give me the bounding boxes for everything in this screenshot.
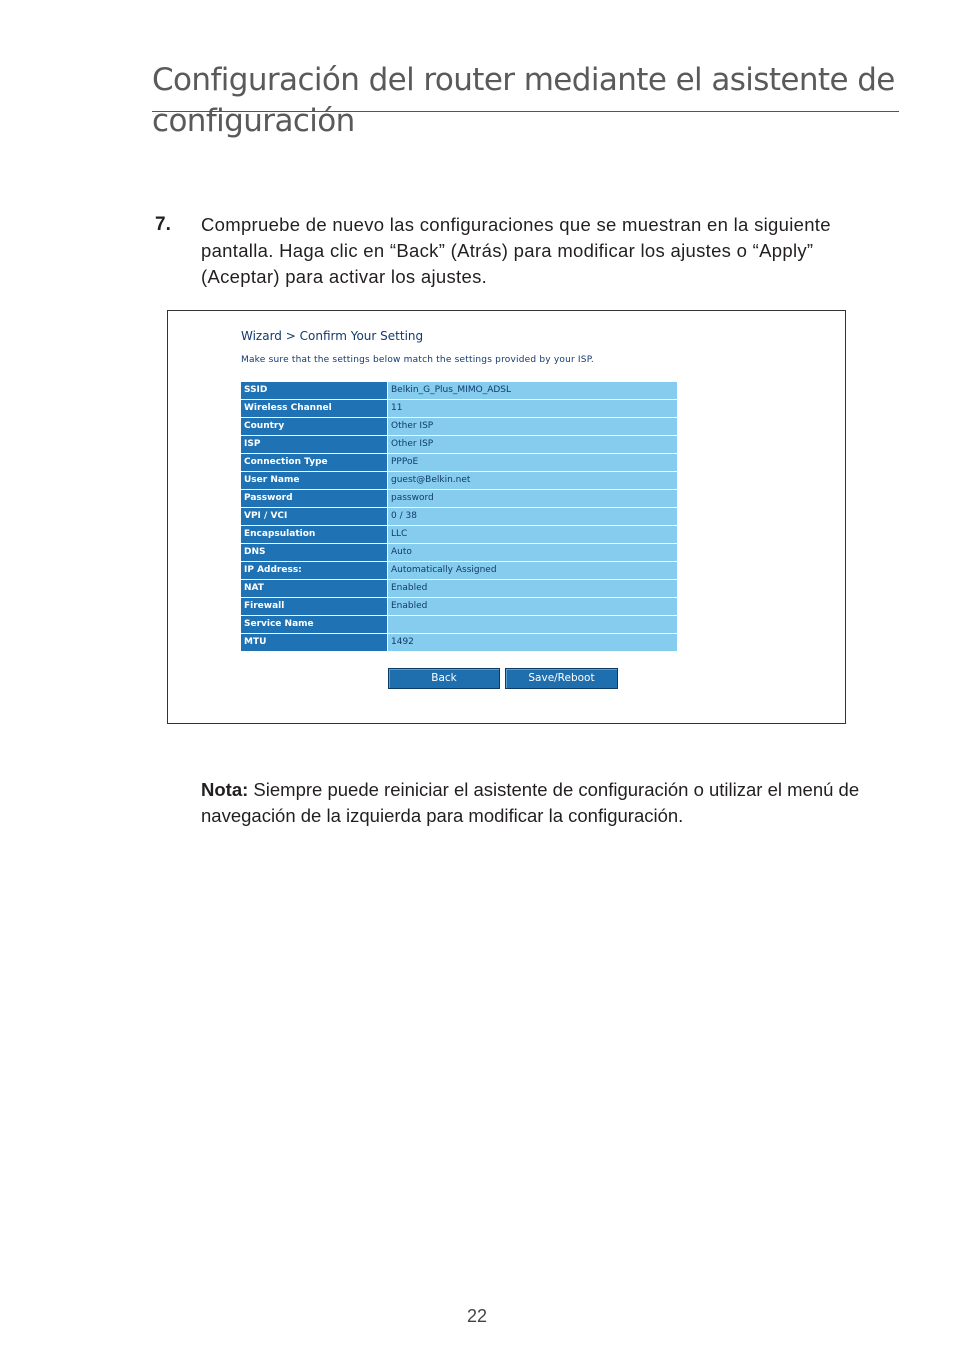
settings-table (241, 382, 677, 652)
setting-value: LLC (388, 526, 678, 544)
setting-value: password (388, 490, 678, 508)
table-row (241, 544, 677, 562)
setting-label: DNS (241, 544, 388, 562)
table-row (241, 616, 677, 634)
table-row (241, 454, 677, 472)
wizard-instruction: Make sure that the settings below match the settings provided by your ISP. (241, 355, 594, 365)
setting-value: Other ISP (388, 418, 678, 436)
table-row (241, 562, 677, 580)
page-number: 22 (466, 1306, 488, 1326)
setting-value: Enabled (388, 580, 678, 598)
table-row (241, 580, 677, 598)
table-row (241, 508, 677, 526)
setting-label: Encapsulation (241, 526, 388, 544)
setting-value: Other ISP (388, 436, 678, 454)
note-label: Nota: (201, 779, 249, 800)
table-row (241, 634, 677, 652)
setting-value: guest@Belkin.net (388, 472, 678, 490)
table-row (241, 418, 677, 436)
setting-label: Password (241, 490, 388, 508)
setting-value: Auto (388, 544, 678, 562)
setting-value: 0 / 38 (388, 508, 678, 526)
wizard-heading: Wizard > Confirm Your Setting (241, 329, 424, 343)
setting-label: SSID (241, 382, 388, 400)
setting-value: 1492 (388, 634, 678, 652)
setting-label: Country (241, 418, 388, 436)
save-reboot-button[interactable]: Save/Reboot (505, 668, 618, 689)
setting-value: 11 (388, 400, 678, 418)
setting-label: Service Name (241, 616, 388, 634)
setting-value: Automatically Assigned (388, 562, 678, 580)
title-divider (152, 111, 899, 112)
router-screenshot (167, 310, 846, 724)
note-text: Siempre puede reiniciar el asistente de configuración o utilizar el menú de navegación de la izquierda para modificar la configuración. (201, 779, 860, 826)
setting-label: MTU (241, 634, 388, 652)
table-row (241, 526, 677, 544)
table-row (241, 436, 677, 454)
setting-label: Connection Type (241, 454, 388, 472)
setting-value: Belkin_G_Plus_MIMO_ADSL (388, 382, 678, 400)
setting-label: ISP (241, 436, 388, 454)
setting-label: VPI / VCI (241, 508, 388, 526)
table-row (241, 598, 677, 616)
page-title: Configuración del router mediante el asistente de configuración (152, 62, 895, 139)
table-row (241, 472, 677, 490)
setting-label: NAT (241, 580, 388, 598)
setting-label: Wireless Channel (241, 400, 388, 418)
setting-label: User Name (241, 472, 388, 490)
note-paragraph (201, 777, 891, 829)
back-button[interactable]: Back (388, 668, 500, 689)
setting-value: Enabled (388, 598, 678, 616)
setting-label: Firewall (241, 598, 388, 616)
table-row (241, 400, 677, 418)
setting-value (388, 616, 678, 634)
table-row (241, 382, 677, 400)
table-row (241, 490, 677, 508)
setting-label: IP Address: (241, 562, 388, 580)
setting-value: PPPoE (388, 454, 678, 472)
step-instructions: Compruebe de nuevo las configuraciones que se muestran en la siguiente pantalla. Haga clic en “Back” (Atrás) para modificar los ajustes o “Apply” (Aceptar) para activar los ajustes. (201, 214, 831, 287)
step-number: 7. (155, 214, 171, 235)
